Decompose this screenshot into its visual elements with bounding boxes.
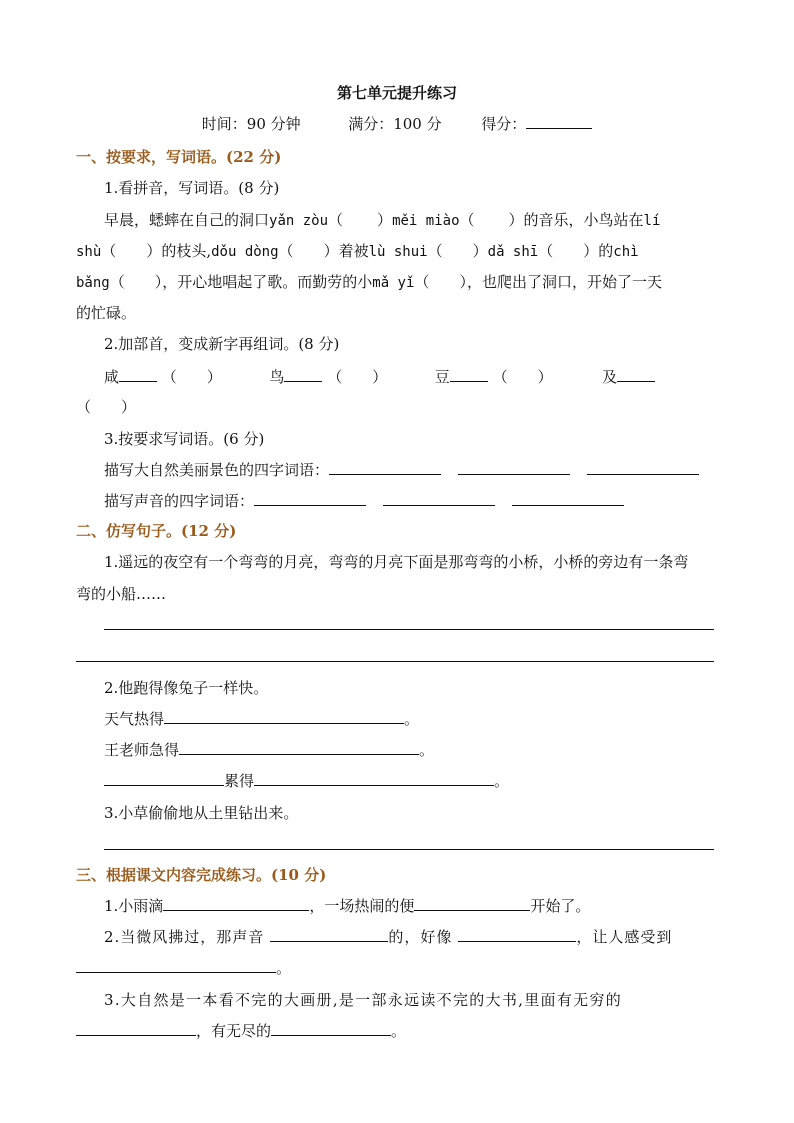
s2-q3: 3.小草偷偷地从土里钻出来。 — [104, 804, 299, 822]
answer-blank[interactable] — [76, 1021, 196, 1036]
s3-q2-cont: 。 — [76, 957, 714, 978]
s2-q2c: 累得 。 — [104, 770, 714, 791]
score-label: 满分：100 分 — [348, 115, 442, 133]
q2-label: 2.加部首，变成新字再组词。(8 分) — [104, 335, 340, 353]
answer-paren[interactable]: （ ） — [459, 211, 524, 229]
pinyin: dǒu dòng — [211, 244, 279, 260]
s2-q2b: 王老师急得 。 — [104, 741, 435, 759]
writing-line[interactable] — [104, 629, 714, 630]
section-3-heading: 三、根据课文内容完成练习。(10 分) — [76, 866, 327, 884]
answer-paren[interactable]: （ ） — [76, 398, 137, 416]
answer-paren[interactable]: （ ） — [327, 368, 388, 386]
pinyin: chì — [613, 244, 639, 260]
answer-paren[interactable]: （ ） — [101, 242, 162, 260]
answer-blank[interactable] — [104, 771, 224, 786]
answer-blank[interactable] — [254, 771, 494, 786]
pinyin: yǎn zòu — [269, 213, 329, 229]
radical-blank[interactable] — [119, 367, 157, 382]
answer-blank[interactable] — [270, 927, 388, 942]
pinyin-line-1: 早晨，蟋蟀在自己的洞口yǎn zòu（ ）měi miào（ ）的音乐，小鸟站在lí — [104, 211, 661, 229]
pinyin-line-4: 的忙碌。 — [76, 304, 137, 322]
s2-q1-line1: 1.遥远的夜空有一个弯弯的月亮，弯弯的月亮下面是那弯弯的小桥，小桥的旁边有一条弯 — [104, 553, 689, 571]
answer-paren[interactable]: （ ） — [414, 273, 467, 291]
nature-words-row: 描写大自然美丽景色的四字词语： — [104, 459, 714, 480]
sound-words-row: 描写声音的四字词语： — [104, 490, 714, 511]
answer-blank[interactable] — [329, 460, 441, 475]
answer-paren[interactable]: （ ） — [161, 368, 222, 386]
answer-paren[interactable]: （ ） — [492, 368, 553, 386]
answer-blank[interactable] — [458, 460, 570, 475]
radical-blank[interactable] — [284, 367, 322, 382]
answer-blank[interactable] — [179, 740, 419, 755]
radical-char: 鸟 — [269, 368, 285, 386]
answer-blank[interactable] — [164, 709, 404, 724]
page-title: 第七单元提升练习 — [336, 84, 457, 102]
answer-blank[interactable] — [512, 491, 624, 506]
s2-q2: 2.他跑得像兔子一样快。 — [104, 679, 269, 697]
score-blank[interactable] — [526, 114, 592, 129]
q1-label: 1.看拼音，写词语。(8 分) — [104, 179, 280, 197]
radical-blank[interactable] — [617, 367, 655, 382]
radical-char: 豆 — [434, 368, 450, 386]
pinyin-line-2: shù（ ）的枝头,dǒu dòng（ ）着被lù shui（ ）dǎ shī（ ）的chì — [76, 242, 639, 260]
answer-paren[interactable]: （ ） — [109, 273, 163, 291]
answer-blank[interactable] — [271, 1021, 391, 1036]
s3-q3-cont: ，有无尽的 。 — [76, 1020, 714, 1041]
exam-meta — [0, 113, 794, 134]
answer-blank[interactable] — [587, 460, 699, 475]
pinyin: shù — [76, 244, 102, 260]
radical-char: 咸 — [104, 368, 120, 386]
pinyin: mǎ yǐ — [372, 275, 415, 291]
s2-q1-line2: 弯的小船…… — [76, 585, 167, 603]
answer-blank[interactable] — [414, 896, 530, 911]
q3-label: 3.按要求写词语。(6 分) — [104, 430, 265, 448]
answer-blank[interactable] — [383, 491, 495, 506]
section-1-heading: 一、按要求，写词语。(22 分) — [76, 148, 282, 166]
answer-blank[interactable] — [458, 927, 576, 942]
s3-q1: 1.小雨滴 ，一场热闹的便 开始了。 — [104, 897, 591, 915]
pinyin: bǎng — [76, 275, 110, 291]
pinyin: dǎ shī — [487, 244, 539, 260]
answer-paren[interactable]: （ ） — [538, 242, 599, 260]
writing-line[interactable] — [76, 661, 714, 662]
time-label: 时间：90 分钟 — [201, 115, 301, 133]
pinyin: lí — [643, 213, 661, 229]
writing-line[interactable] — [104, 849, 714, 850]
answer-paren[interactable]: （ ） — [328, 211, 393, 229]
section-2-heading: 二、仿写句子。(12 分) — [76, 522, 237, 540]
answer-blank[interactable] — [76, 958, 276, 973]
answer-blank[interactable] — [254, 491, 366, 506]
pinyin-line-3: bǎng（ ），开心地唱起了歌。而勤劳的小mǎ yǐ（ ），也爬出了洞口，开始了一天 — [76, 273, 662, 291]
radical-blank[interactable] — [450, 367, 488, 382]
pinyin: lù shui — [368, 244, 428, 260]
answer-paren[interactable]: （ ） — [427, 242, 488, 260]
s3-q3: 3.大自然是一本看不完的大画册,是一部永远读不完的大书,里面有无穷的 — [104, 991, 623, 1009]
answer-blank[interactable] — [163, 896, 309, 911]
s3-q2: 2.当微风拂过，那声音 的，好像 ，让人感受到 — [104, 928, 673, 946]
answer-paren[interactable]: （ ） — [278, 242, 339, 260]
radical-row — [104, 366, 714, 387]
s2-q2a: 天气热得 。 — [104, 710, 420, 728]
radical-char: 及 — [602, 368, 618, 386]
pinyin: měi miào — [392, 213, 460, 229]
got-label: 得分： — [481, 115, 527, 133]
